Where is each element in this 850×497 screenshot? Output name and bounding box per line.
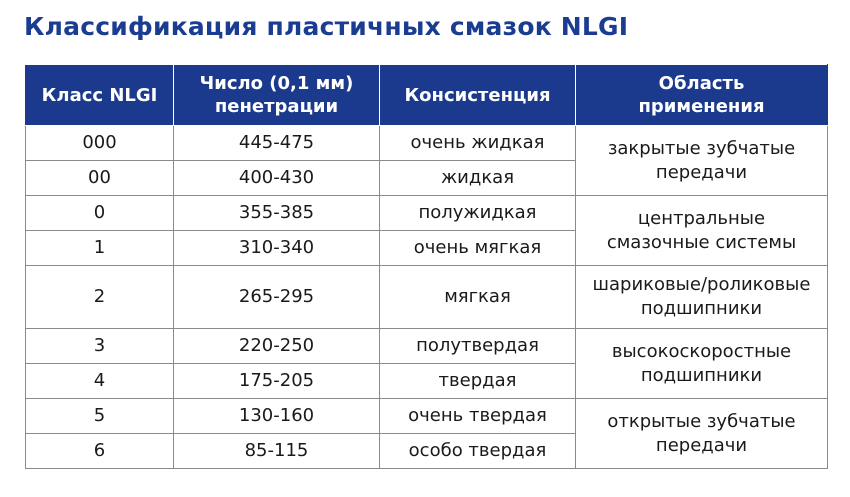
area-line1: открытые зубчатые [607,410,796,432]
consistency-cell: очень твердая [380,399,576,434]
header-penetration-line1: Число (0,1 мм) [199,73,354,94]
consistency-cell: очень мягкая [380,231,576,266]
penetration-cell: 130-160 [174,399,380,434]
class-cell: 3 [26,329,174,364]
class-cell: 2 [26,266,174,329]
penetration-cell: 400-430 [174,161,380,196]
table-row [26,329,828,364]
penetration-cell: 310-340 [174,231,380,266]
class-cell: 5 [26,399,174,434]
area-line2: смазочные системы [606,231,797,253]
consistency-cell: особо твердая [380,434,576,469]
area-cell [576,329,828,399]
area-cell [576,196,828,266]
consistency-cell: твердая [380,364,576,399]
class-cell: 00 [26,161,174,196]
header-class: Класс NLGI [26,65,174,126]
area-line1: закрытые зубчатые [607,137,796,159]
penetration-cell: 85-115 [174,434,380,469]
area-line1: центральные [637,207,766,229]
class-cell: 0 [26,196,174,231]
nlgi-table [25,64,828,469]
area-line1: шариковые/роликовые [592,274,811,295]
header-area [576,65,828,126]
area-cell [576,126,828,196]
penetration-cell: 265-295 [174,266,380,329]
penetration-cell: 220-250 [174,329,380,364]
page-title: Классификация пластичных смазок NLGI [24,12,629,41]
consistency-cell: полутвердая [380,329,576,364]
area-line1: высокоскоростные [611,340,792,362]
header-penetration [174,65,380,126]
class-cell: 4 [26,364,174,399]
penetration-cell: 355-385 [174,196,380,231]
header-area-line2: применения [638,96,765,117]
penetration-cell: 175-205 [174,364,380,399]
header-row [26,65,828,126]
consistency-cell: полужидкая [380,196,576,231]
area-line2: подшипники [640,298,763,319]
header-consistency: Консистенция [380,65,576,126]
table-row [26,399,828,434]
class-cell: 6 [26,434,174,469]
header-area-line1: Область [658,73,745,94]
class-cell: 000 [26,126,174,161]
penetration-cell: 445-475 [174,126,380,161]
consistency-cell: очень жидкая [380,126,576,161]
consistency-cell: мягкая [380,266,576,329]
class-cell: 1 [26,231,174,266]
area-line2: передачи [655,161,748,183]
table-row [26,266,828,329]
area-cell [576,399,828,469]
area-line2: подшипники [640,364,763,386]
area-line2: передачи [655,434,748,456]
table-row [26,126,828,161]
table-row [26,196,828,231]
consistency-cell: жидкая [380,161,576,196]
area-cell [576,266,828,329]
header-penetration-line2: пенетрации [214,96,339,117]
